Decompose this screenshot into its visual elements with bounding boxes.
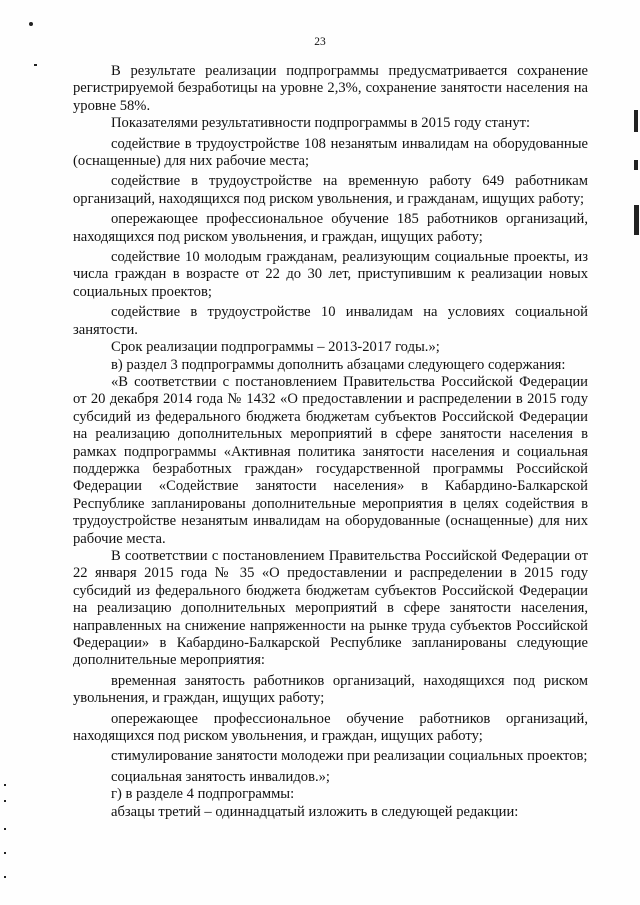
- paragraph-result: В результате реализации подпрограммы предусматривается сохранение регистрируемой безработицы на уровне 2,3%, сохранение занятости населения на уровне 58%.: [73, 63, 588, 114]
- scan-mark-right-2: [634, 160, 638, 170]
- scan-dot-bottom-left-1: [4, 784, 6, 786]
- document-body: [73, 63, 588, 821]
- paragraph-measure-disabled: социальная занятость инвалидов.»;: [111, 768, 330, 785]
- paragraph-indicator-disabled: содействие в трудоустройстве 108 незанятым инвалидам на оборудованные (оснащенные) для них рабочие места;: [73, 135, 588, 170]
- paragraph-section-3: в) раздел 3 подпрограммы дополнить абзацами следующего содержания:: [111, 356, 566, 373]
- scan-dot-top-left: [29, 22, 33, 26]
- paragraph-indicator-social: содействие в трудоустройстве 10 инвалидам на условиях социальной занятости.: [73, 304, 588, 338]
- paragraph-measure-youth: стимулирование занятости молодежи при реализации социальных проектов;: [111, 748, 588, 765]
- scan-dot-bottom-left-4: [4, 852, 6, 854]
- page-number: 23: [314, 36, 326, 48]
- scan-dot-bottom-left-5: [4, 876, 6, 878]
- scan-mark-right-3: [634, 205, 639, 235]
- paragraph-measure-temporary: временная занятость работников организаций, находящихся под риском увольнения, и граждан, ищущих работу;: [73, 672, 588, 707]
- paragraph-decree-35: В соответствии с постановлением Правительства Российской Федерации от 22 января 2015 года № 35 «О предоставлении и распределении в 2015 году субсидий из федерального бюджета бюджетам субъектов Российской Федерации на реализацию дополнительных мероприятий в сфере занятости населения, направленных на снижение напряженности на рынке труда субъектов Российской Федерации» в Кабардино-Балкарской Республике запланированы следующие дополнительные мероприятия:: [73, 547, 588, 669]
- paragraph-indicator-temporary: содействие в трудоустройстве на временную работу 649 работникам организаций, находящихся под риском увольнения, и гражданам, ищущих работу;: [73, 173, 588, 207]
- scan-mark-right-1: [634, 110, 638, 132]
- paragraph-indicator-youth: содействие 10 молодым гражданам, реализующим социальные проекты, из числа граждан в возрасте от 22 до 30 лет, приступившим к реализации новых социальных проектов;: [73, 249, 588, 300]
- paragraph-measure-training: опережающее профессиональное обучение работников организаций, находящихся под риском увольнения, и граждан, ищущих работу;: [73, 710, 588, 745]
- paragraph-indicator-training: опережающее профессиональное обучение 185 работников организаций, находящихся под риском увольнения, и граждан, ищущих работу;: [73, 211, 588, 245]
- scan-dot-left: [34, 64, 37, 66]
- scan-dot-bottom-left-2: [4, 800, 6, 802]
- paragraph-decree-1432: «В соответствии с постановлением Правительства Российской Федерации от 20 декабря 2014 года № 1432 «О предоставлении и распределении в 2015 году субсидий из федерального бюджета бюджетам субъектов Российской Федерации на реализацию дополнительных мероприятий в сфере занятости населения в рамках подпрограммы «Активная политика занятости населения и социальная поддержка безработных граждан» государственной программы Российской Федерации «Содействие занятости населения» в Кабардино-Балкарской Республике запланированы дополнительные мероприятия в целях содействия в трудоустройстве незанятым инвалидам на оборудованные (оснащенные) для них рабочие места.: [73, 373, 588, 547]
- paragraph-term: Срок реализации подпрограммы – 2013-2017 годы.»;: [111, 339, 440, 356]
- scan-dot-bottom-left-3: [4, 828, 6, 830]
- paragraph-section-4: г) в разделе 4 подпрограммы:: [111, 786, 295, 803]
- paragraph-indicators-intro: Показателями результативности подпрограммы в 2015 году станут:: [111, 115, 531, 132]
- paragraph-edit-instruction: абзацы третий – одиннадцатый изложить в следующей редакции:: [111, 803, 519, 820]
